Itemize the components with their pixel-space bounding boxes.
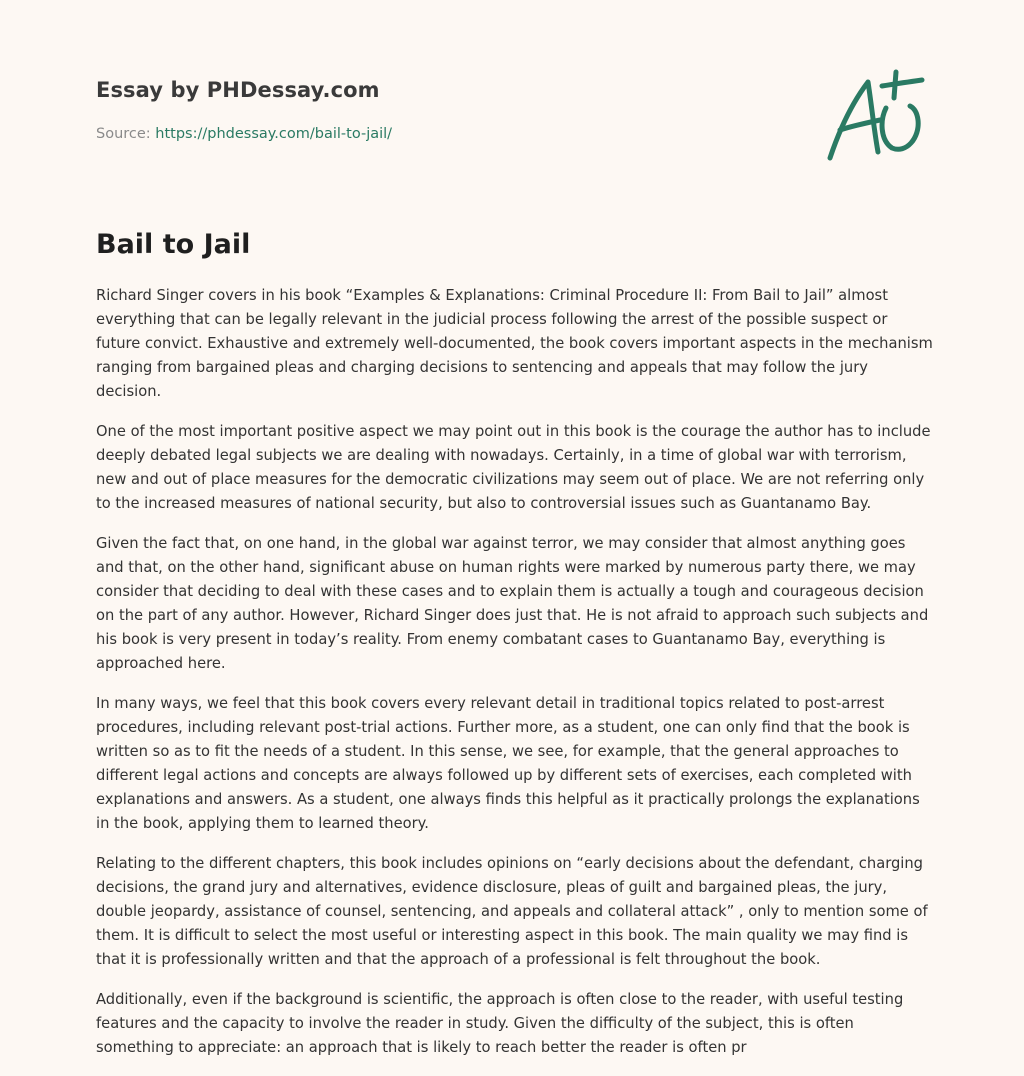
paragraph: Given the fact that, on one hand, in the global war against terror, we may consider that almost anything goes and that, on the other hand, significant abuse on human rights were marked by numerous party there, we may consider that deciding to deal with these cases and to explain them is actually a tough and courageous decision on the part of any author. However, Richard Singer does just that. He is not afraid to approach such subjects and his book is very present in today’s reality. From enemy combatant cases to Guantanamo Bay, everything is approached here. <box>96 535 929 672</box>
page-header <box>96 74 696 144</box>
source-line <box>96 124 696 144</box>
paragraph: In many ways, we feel that this book covers every relevant detail in traditional topics related to post-arrest procedures, including relevant post-trial actions. Further more, as a student, one can only find that the book is written so as to fit the needs of a student. In this sense, we see, for example, that the general approaches to different legal actions and concepts are always followed up by different sets of exercises, each completed with explanations and answers. As a student, one always finds this helpful as it practically prolongs the explanations in the book, applying them to learned theory. <box>96 695 920 832</box>
a-plus-logo-icon <box>822 68 932 168</box>
brand-title: Essay by PHDessay.com <box>96 78 380 102</box>
paragraph: Additionally, even if the background is scientific, the approach is often close to the reader, with useful testing features and the capacity to involve the reader in study. Given the difficulty of the subject, this is often something to appreciate: an approach that is likely to reach better the reader is often pr <box>96 991 904 1056</box>
paragraph: Relating to the different chapters, this book includes opinions on “early decisions about the defendant, charging decisions, the grand jury and alternatives, evidence disclosure, pleas of guilt and bargained pleas, the jury, double jeopardy, assistance of counsel, sentencing, and appeals and collateral attack” , only to mention some of them. It is difficult to select the most useful or interesting aspect in this book. The main quality we may find is that it is professionally written and that the approach of a professional is felt throughout the book. <box>96 855 928 968</box>
paragraph: Richard Singer covers in his book “Examples & Explanations: Criminal Procedure II: From Bail to Jail” almost everything that can be legally relevant in the judicial process following the arrest of the possible suspect or future convict. Exhaustive and extremely well-documented, the book covers important aspects in the mechanism ranging from bargained pleas and charging decisions to sentencing and appeals that may follow the jury decision. <box>96 287 933 400</box>
article-body <box>96 284 936 1076</box>
article-title: Bail to Jail <box>96 229 251 260</box>
paragraph: One of the most important positive aspect we may point out in this book is the courage the author has to include deeply debated legal subjects we are dealing with nowadays. Certainly, in a time of global war with terrorism, new and out of place measures for the democratic civilizations may seem out of place. We are not referring only to the increased measures of national security, but also to controversial issues such as Guantanamo Bay. <box>96 423 931 512</box>
source-link[interactable]: https://phdessay.com/bail-to-jail/ <box>155 126 393 142</box>
source-label: Source: <box>96 126 151 142</box>
